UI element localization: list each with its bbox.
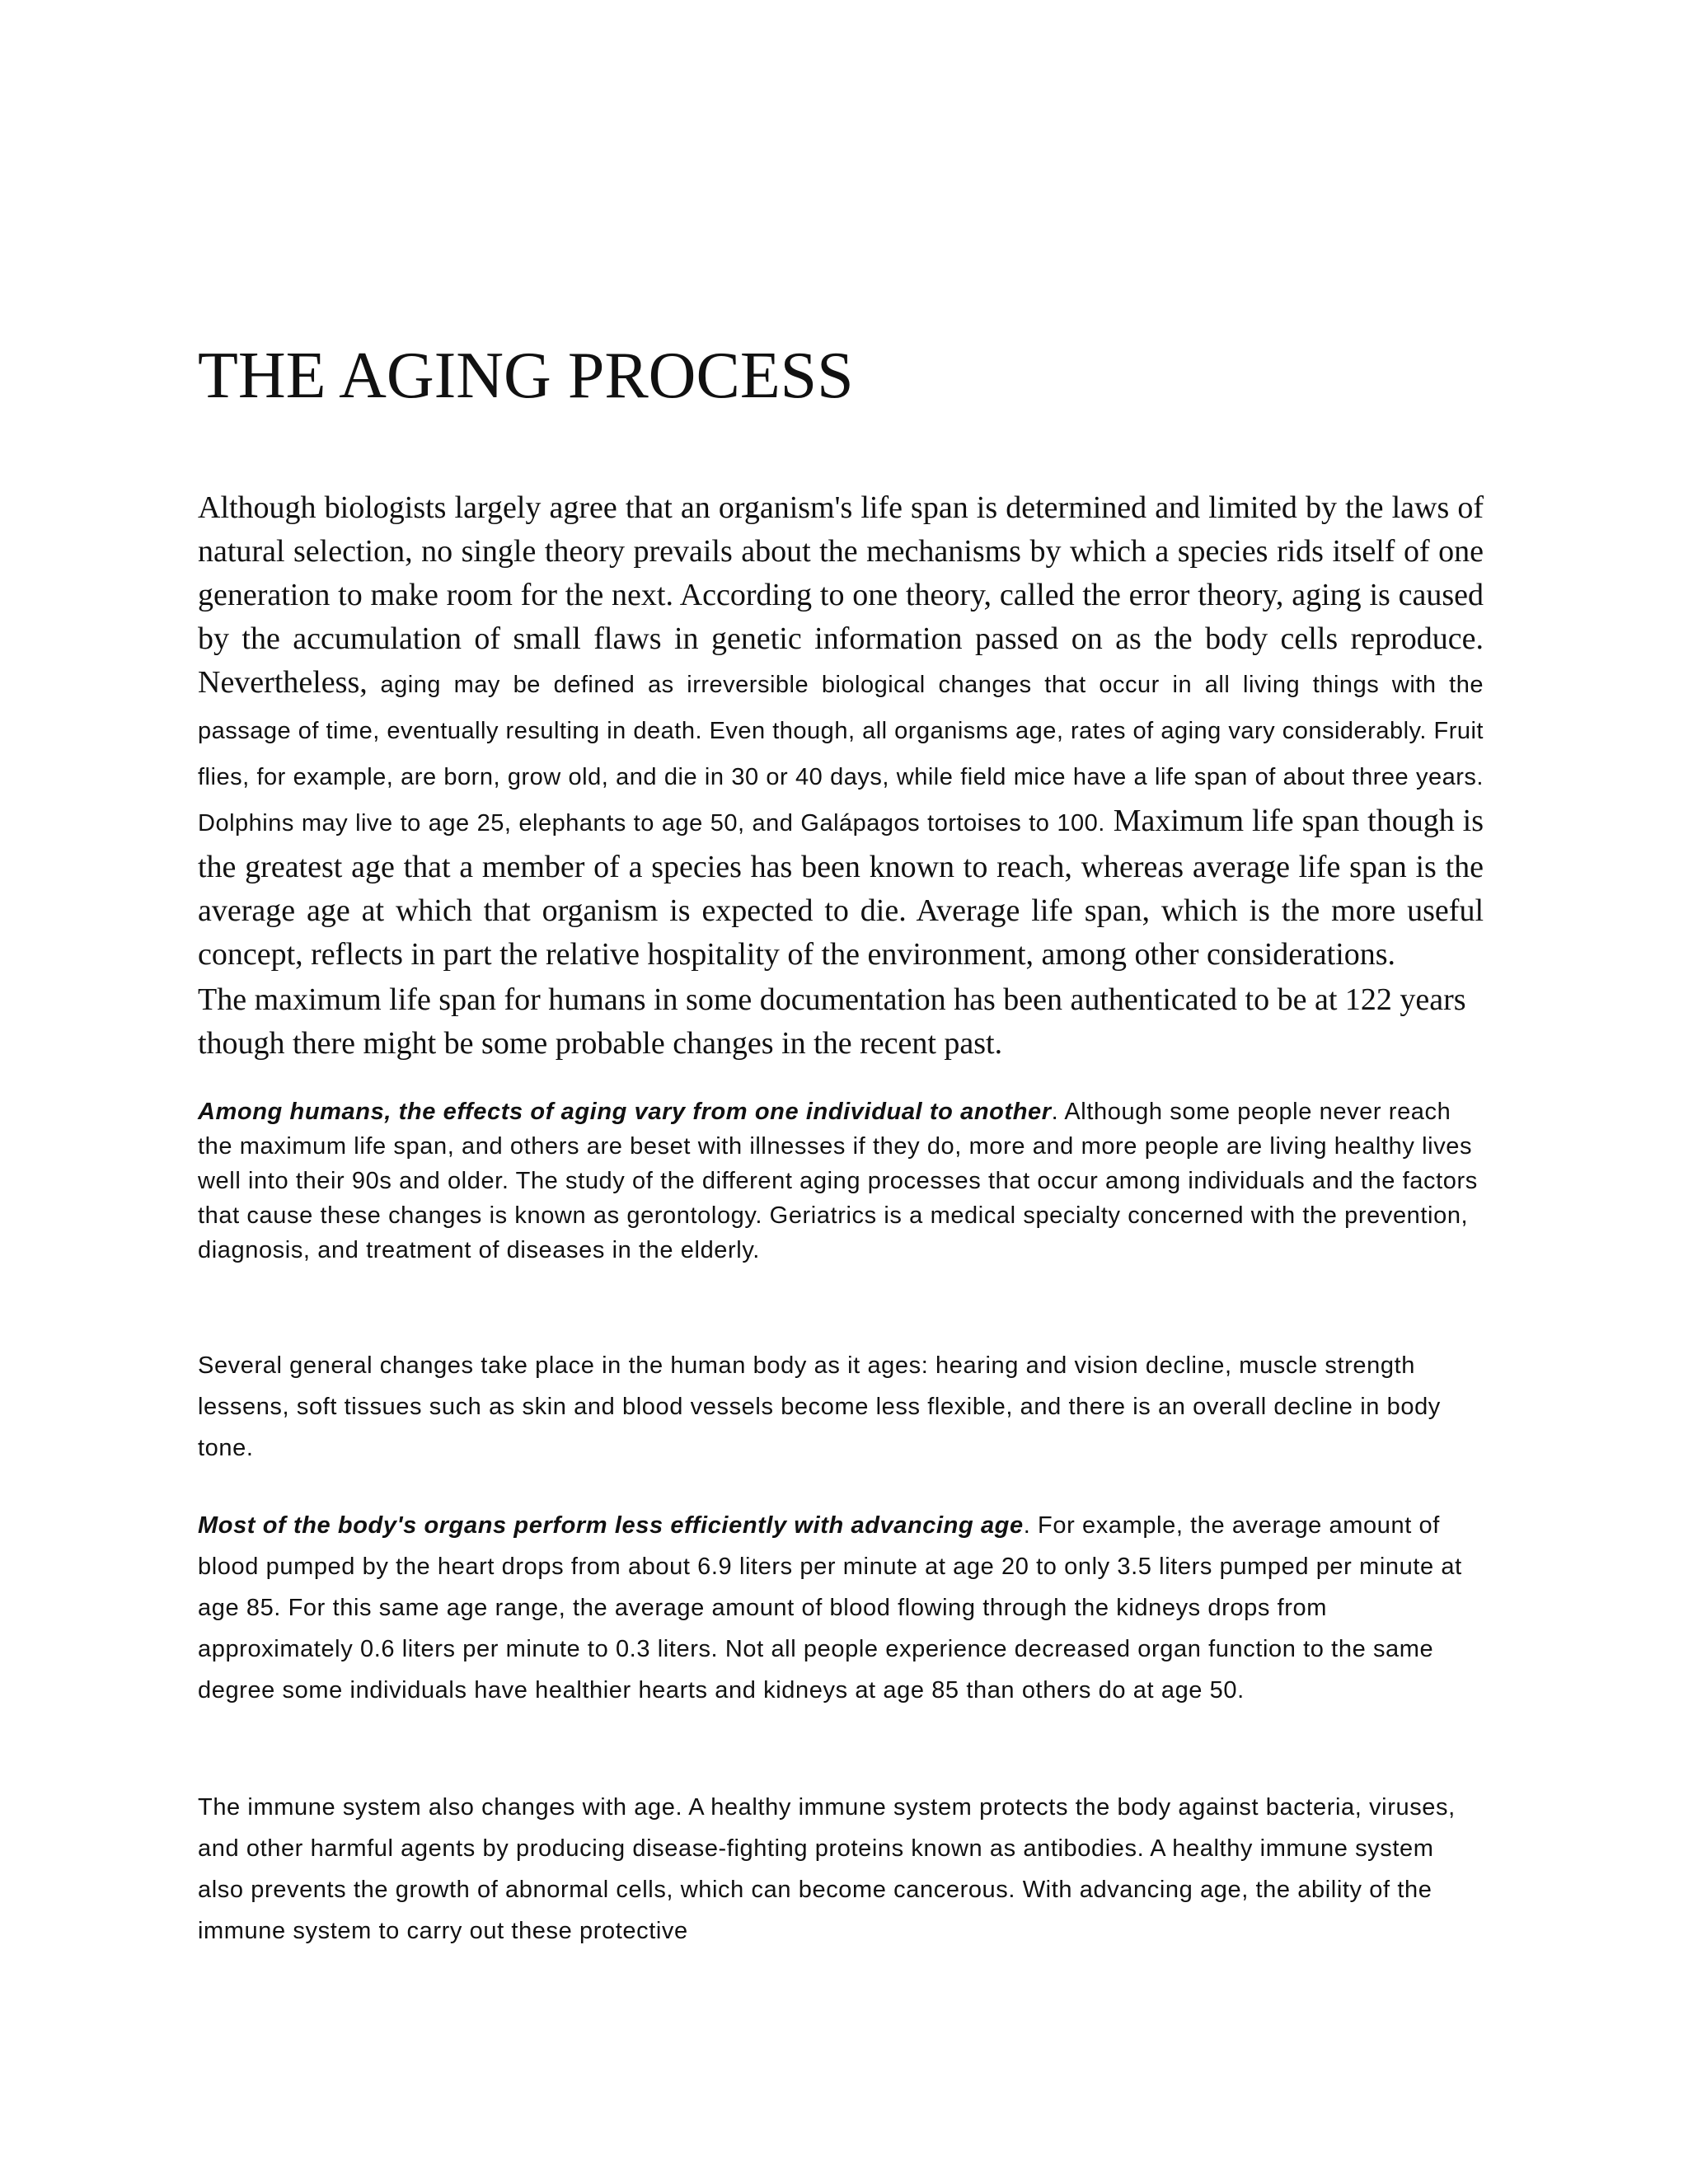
paragraph-general-changes: Several general changes take place in the human body as it ages: hearing and vision decline, muscle strength lessens, soft tissues such as skin and blood vessels become less flexible, and there is an overall decline in body tone. — [198, 1352, 1441, 1461]
paragraph-text-sans: aging may be defined as irreversible biological changes that occur in all living things with the passage of time, eventually resulting in death. Even though, all organisms age, rates of aging vary considerably. Fruit flies, for example, are born, grow old, and die in 30 or 40 days, while field mice have a life span of about three years. Dolphins may live to age 25, elephants to age 50, and Galápagos tortoises to 100. — [198, 672, 1484, 837]
paragraph-text-serif-2: Maximum life span though is the greatest age that a member of a species has been known to reach, whereas average life span is the average age at which that organism is expected to die. Average life span, which is the more useful concept, reflects in part the relative hospitality of the environment, among other considerations. — [198, 804, 1484, 972]
paragraph-text-serif-1: Although biologists largely agree that an organism's life span is determined and limited by the laws of natural selection, no single theory prevails about the mechanisms by which a species rids itself of one generation to make room for the next. According to one theory, called the error theory, aging is caused by the accumulation of small flaws in genetic information passed on as the body cells reproduce. Nevertheless, — [198, 490, 1484, 700]
paragraph-organ-efficiency — [198, 1505, 1484, 1711]
page-title: THE AGING PROCESS — [198, 340, 854, 412]
emphasis-text: Most of the body's organs perform less efficiently with advancing age — [198, 1512, 1024, 1539]
paragraph-human-max-life-span: The maximum life span for humans in some documentation has been authenticated to be at 122 years though there might be some probable changes in the recent past. — [198, 982, 1466, 1061]
paragraph-immune-system: The immune system also changes with age. A healthy immune system protects the body against bacteria, viruses, and other harmful agents by producing disease-fighting proteins known as antibodies. A healthy immune system also prevents the growth of abnormal cells, which can become cancerous. With advancing age, the ability of the immune system to carry out these protective — [198, 1794, 1456, 1944]
paragraph-body-text: . Although some people never reach the maximum life span, and others are beset with illnesses if they do, more and more people are living healthy lives well into their 90s and older. The study of the different aging processes that occur among individuals and the factors that cause these changes is known as gerontology. Geriatrics is a medical specialty concerned with the prevention, diagnosis, and treatment of diseases in the elderly. — [198, 1099, 1478, 1263]
paragraph-body-text: . For example, the average amount of blood pumped by the heart drops from about 6.9 liters per minute at age 20 to only 3.5 liters pumped per minute at age 85. For this same age range, the average amount of blood flowing through the kidneys drops from approximately 0.6 liters per minute to 0.3 liters. Not all people experience decreased organ function to the same degree some individuals have healthier hearts and kidneys at age 85 than others do at age 50. — [198, 1512, 1462, 1704]
emphasis-text: Among humans, the effects of aging vary from one individual to another — [198, 1099, 1052, 1125]
paragraph-life-span-theories — [198, 486, 1484, 977]
paragraph-aging-among-humans — [198, 1094, 1484, 1268]
